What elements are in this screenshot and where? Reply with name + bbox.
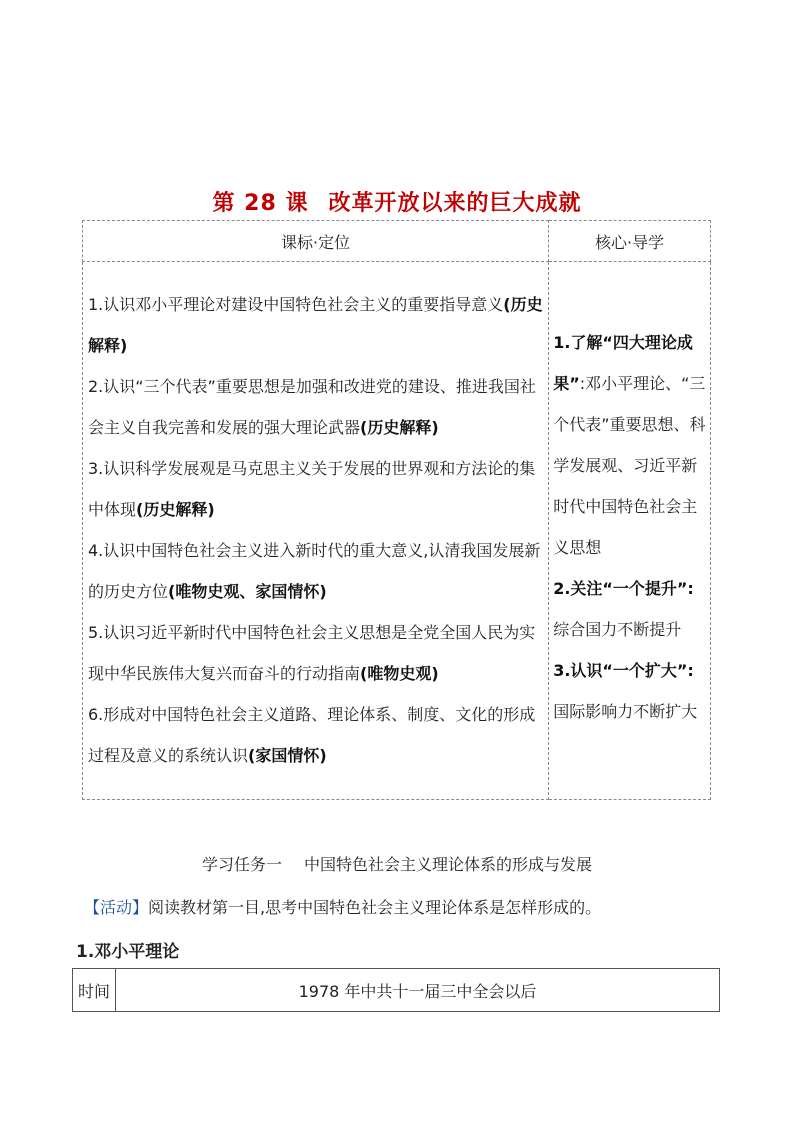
activity-prompt bbox=[84, 895, 601, 918]
task-title: 中国特色社会主义理论体系的形成与发展 bbox=[304, 855, 593, 874]
lesson-title bbox=[0, 186, 794, 217]
header-curriculum: 课标·定位 bbox=[83, 221, 549, 262]
guide-point-2: 2.关注“一个提升”:综合国力不断提升 bbox=[553, 579, 694, 639]
task-label: 学习任务一 bbox=[201, 855, 282, 874]
core-guide-points bbox=[549, 262, 710, 799]
info-table bbox=[72, 968, 720, 1012]
objective-6: 6.形成对中国特色社会主义道路、理论体系、制度、文化的形成过程及意义的系统认识(家国情怀) bbox=[88, 705, 536, 765]
objective-3: 3.认识科学发展观是马克思主义关于发展的世界观和方法论的集中体现(历史解释) bbox=[88, 459, 536, 519]
lesson-number: 第 28 课 bbox=[212, 191, 309, 216]
guide-point-3: 3.认识“一个扩大”:国际影响力不断扩大 bbox=[553, 661, 698, 721]
info-value: 1978 年中共十一届三中全会以后 bbox=[116, 969, 720, 1012]
curriculum-objectives bbox=[83, 262, 548, 799]
activity-text: 阅读教材第一目,思考中国特色社会主义理论体系是怎样形成的。 bbox=[148, 898, 602, 917]
lesson-name: 改革开放以来的巨大成就 bbox=[328, 191, 582, 216]
objective-4: 4.认识中国特色社会主义进入新时代的重大意义,认清我国发展新的历史方位(唯物史观、家国情怀) bbox=[88, 541, 541, 601]
section-heading: 1.邓小平理论 bbox=[76, 942, 180, 962]
objective-2: 2.认识“三个代表”重要思想是加强和改进党的建设、推进我国社会主义自我完善和发展的强大理论武器(历史解释) bbox=[88, 377, 536, 437]
info-key: 时间 bbox=[73, 969, 116, 1012]
objective-1: 1.认识邓小平理论对建设中国特色社会主义的重要指导意义(历史解释) bbox=[88, 295, 543, 355]
guide-point-1: 1.了解“四大理论成果”:邓小平理论、“三个代表”重要思想、科学发展观、习近平新时代中国特色社会主义思想 bbox=[553, 333, 706, 557]
curriculum-table bbox=[82, 220, 711, 800]
learning-task-heading bbox=[0, 852, 794, 875]
objective-5: 5.认识习近平新时代中国特色社会主义思想是全党全国人民为实现中华民族伟大复兴而奋斗的行动指南(唯物史观) bbox=[88, 623, 536, 683]
header-core-guide: 核心·导学 bbox=[549, 221, 711, 262]
activity-tag: 【活动】 bbox=[84, 898, 149, 917]
